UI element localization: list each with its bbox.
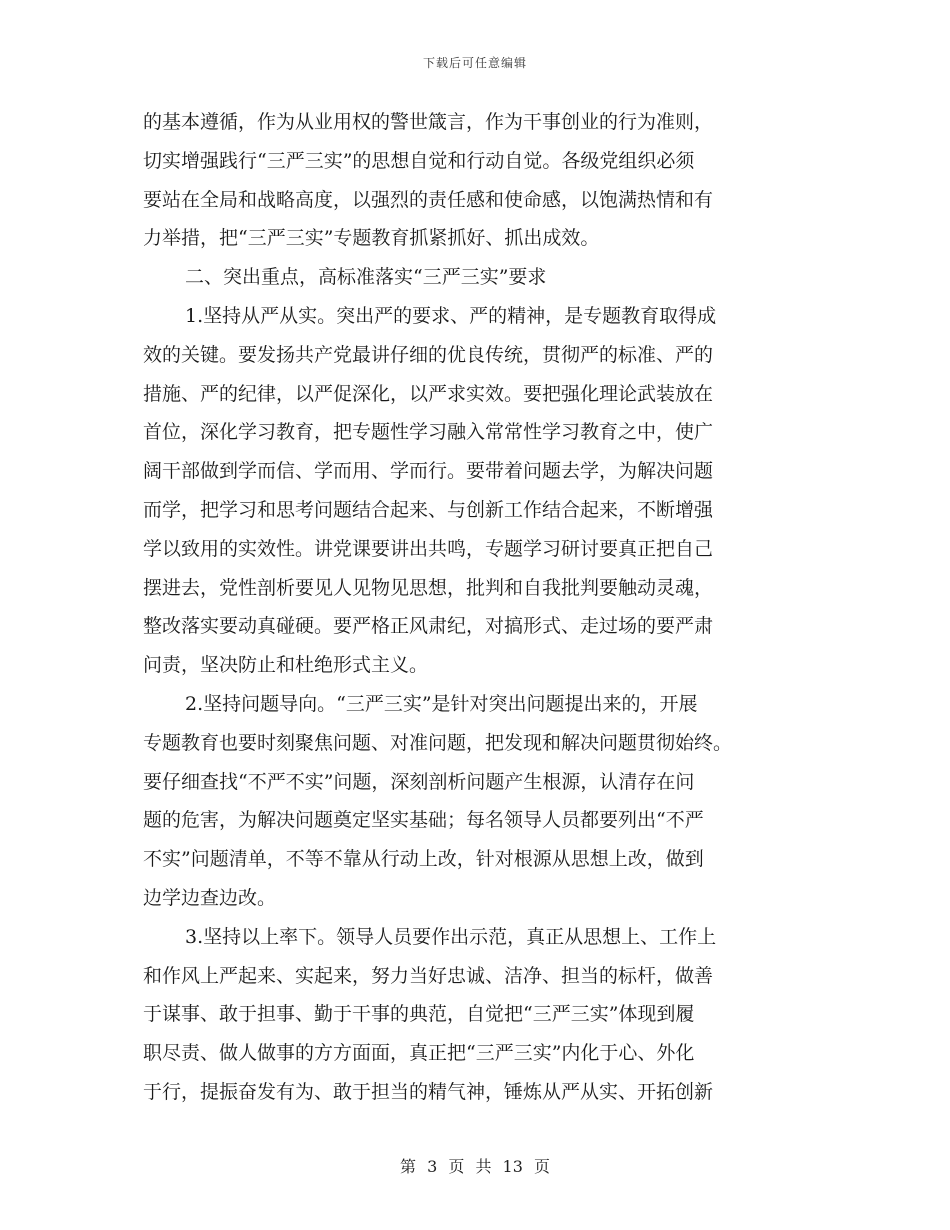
text-line: 力举措，把“三严三实”专题教育抓紧抓好、抓出成效。 [143, 227, 600, 250]
text-line: 措施、严的纪律，以严促深化，以严求实效。要把强化理论武装放在 [143, 382, 714, 405]
text-line: 于行，提振奋发有为、敢于担当的精气神，锤炼从严从实、开拓创新 [143, 1080, 714, 1103]
text-line: 而学，把学习和思考问题结合起来、与创新工作结合起来，不断增强 [143, 498, 714, 521]
text-line: 效的关键。要发扬共产党最讲仔细的优良传统，贯彻严的标准、严的 [143, 343, 714, 366]
text-line: 1.坚持从严从实。突出严的要求、严的精神，是专题教育取得成 [185, 304, 717, 327]
text-line: 摆进去，党性剖析要见人见物见思想，批判和自我批判要触动灵魂， [143, 576, 714, 599]
text-line: 于谋事、敢于担事、勤于干事的典范，自觉把“三严三实”体现到履 [143, 1003, 695, 1026]
text-line: 职尽责、做人做事的方方面面，真正把“三严三实”内化于心、外化 [143, 1042, 695, 1065]
page-footer: 第 3 页 共 13 页 [400, 1157, 550, 1176]
text-line: 专题教育也要时刻聚焦问题、对准问题，把发现和解决问题贯彻始终。 [143, 731, 733, 754]
text-line: 2.坚持问题导向。“三严三实”是针对突出问题提出来的，开展 [185, 692, 698, 715]
page-header: 下载后可任意编辑 [422, 56, 527, 70]
text-line: 的基本遵循，作为从业用权的警世箴言，作为干事创业的行为准则， [143, 111, 714, 133]
text-line: 二、突出重点，高标准落实“三严三实”要求 [185, 266, 547, 289]
text-line: 首位，深化学习教育，把专题性学习融入常常性学习教育之中，使广 [143, 421, 714, 444]
text-line: 整改落实要动真碰硬。要严格正风肃纪，对搞形式、走过场的要严肃 [143, 615, 714, 638]
text-line: 3.坚持以上率下。领导人员要作出示范，真正从思想上、工作上 [185, 925, 717, 948]
text-line: 切实增强践行“三严三实”的思想自觉和行动自觉。各级党组织必须 [143, 149, 695, 172]
text-line: 问责，坚决防止和杜绝形式主义。 [143, 654, 429, 677]
document-body [143, 103, 808, 1112]
text-line: 边学边查边改。 [143, 886, 277, 909]
text-line: 题的危害，为解决问题奠定坚实基础；每名领导人员都要列出“不严 [143, 809, 704, 832]
text-line: 和作风上严起来、实起来，努力当好忠诚、洁净、担当的标杆，做善 [143, 964, 714, 987]
text-line: 学以致用的实效性。讲党课要讲出共鸣，专题学习研讨要真正把自己 [143, 537, 714, 560]
text-line: 要站在全局和战略高度，以强烈的责任感和使命感，以饱满热情和有 [143, 188, 714, 211]
text-line: 阔干部做到学而信、学而用、学而行。要带着问题去学，为解决问题 [143, 460, 714, 483]
text-line: 不实”问题清单，不等不靠从行动上改，针对根源从思想上改，做到 [143, 848, 704, 871]
text-line: 要仔细查找“不严不实”问题，深刻剖析问题产生根源，认清存在问 [143, 770, 695, 793]
